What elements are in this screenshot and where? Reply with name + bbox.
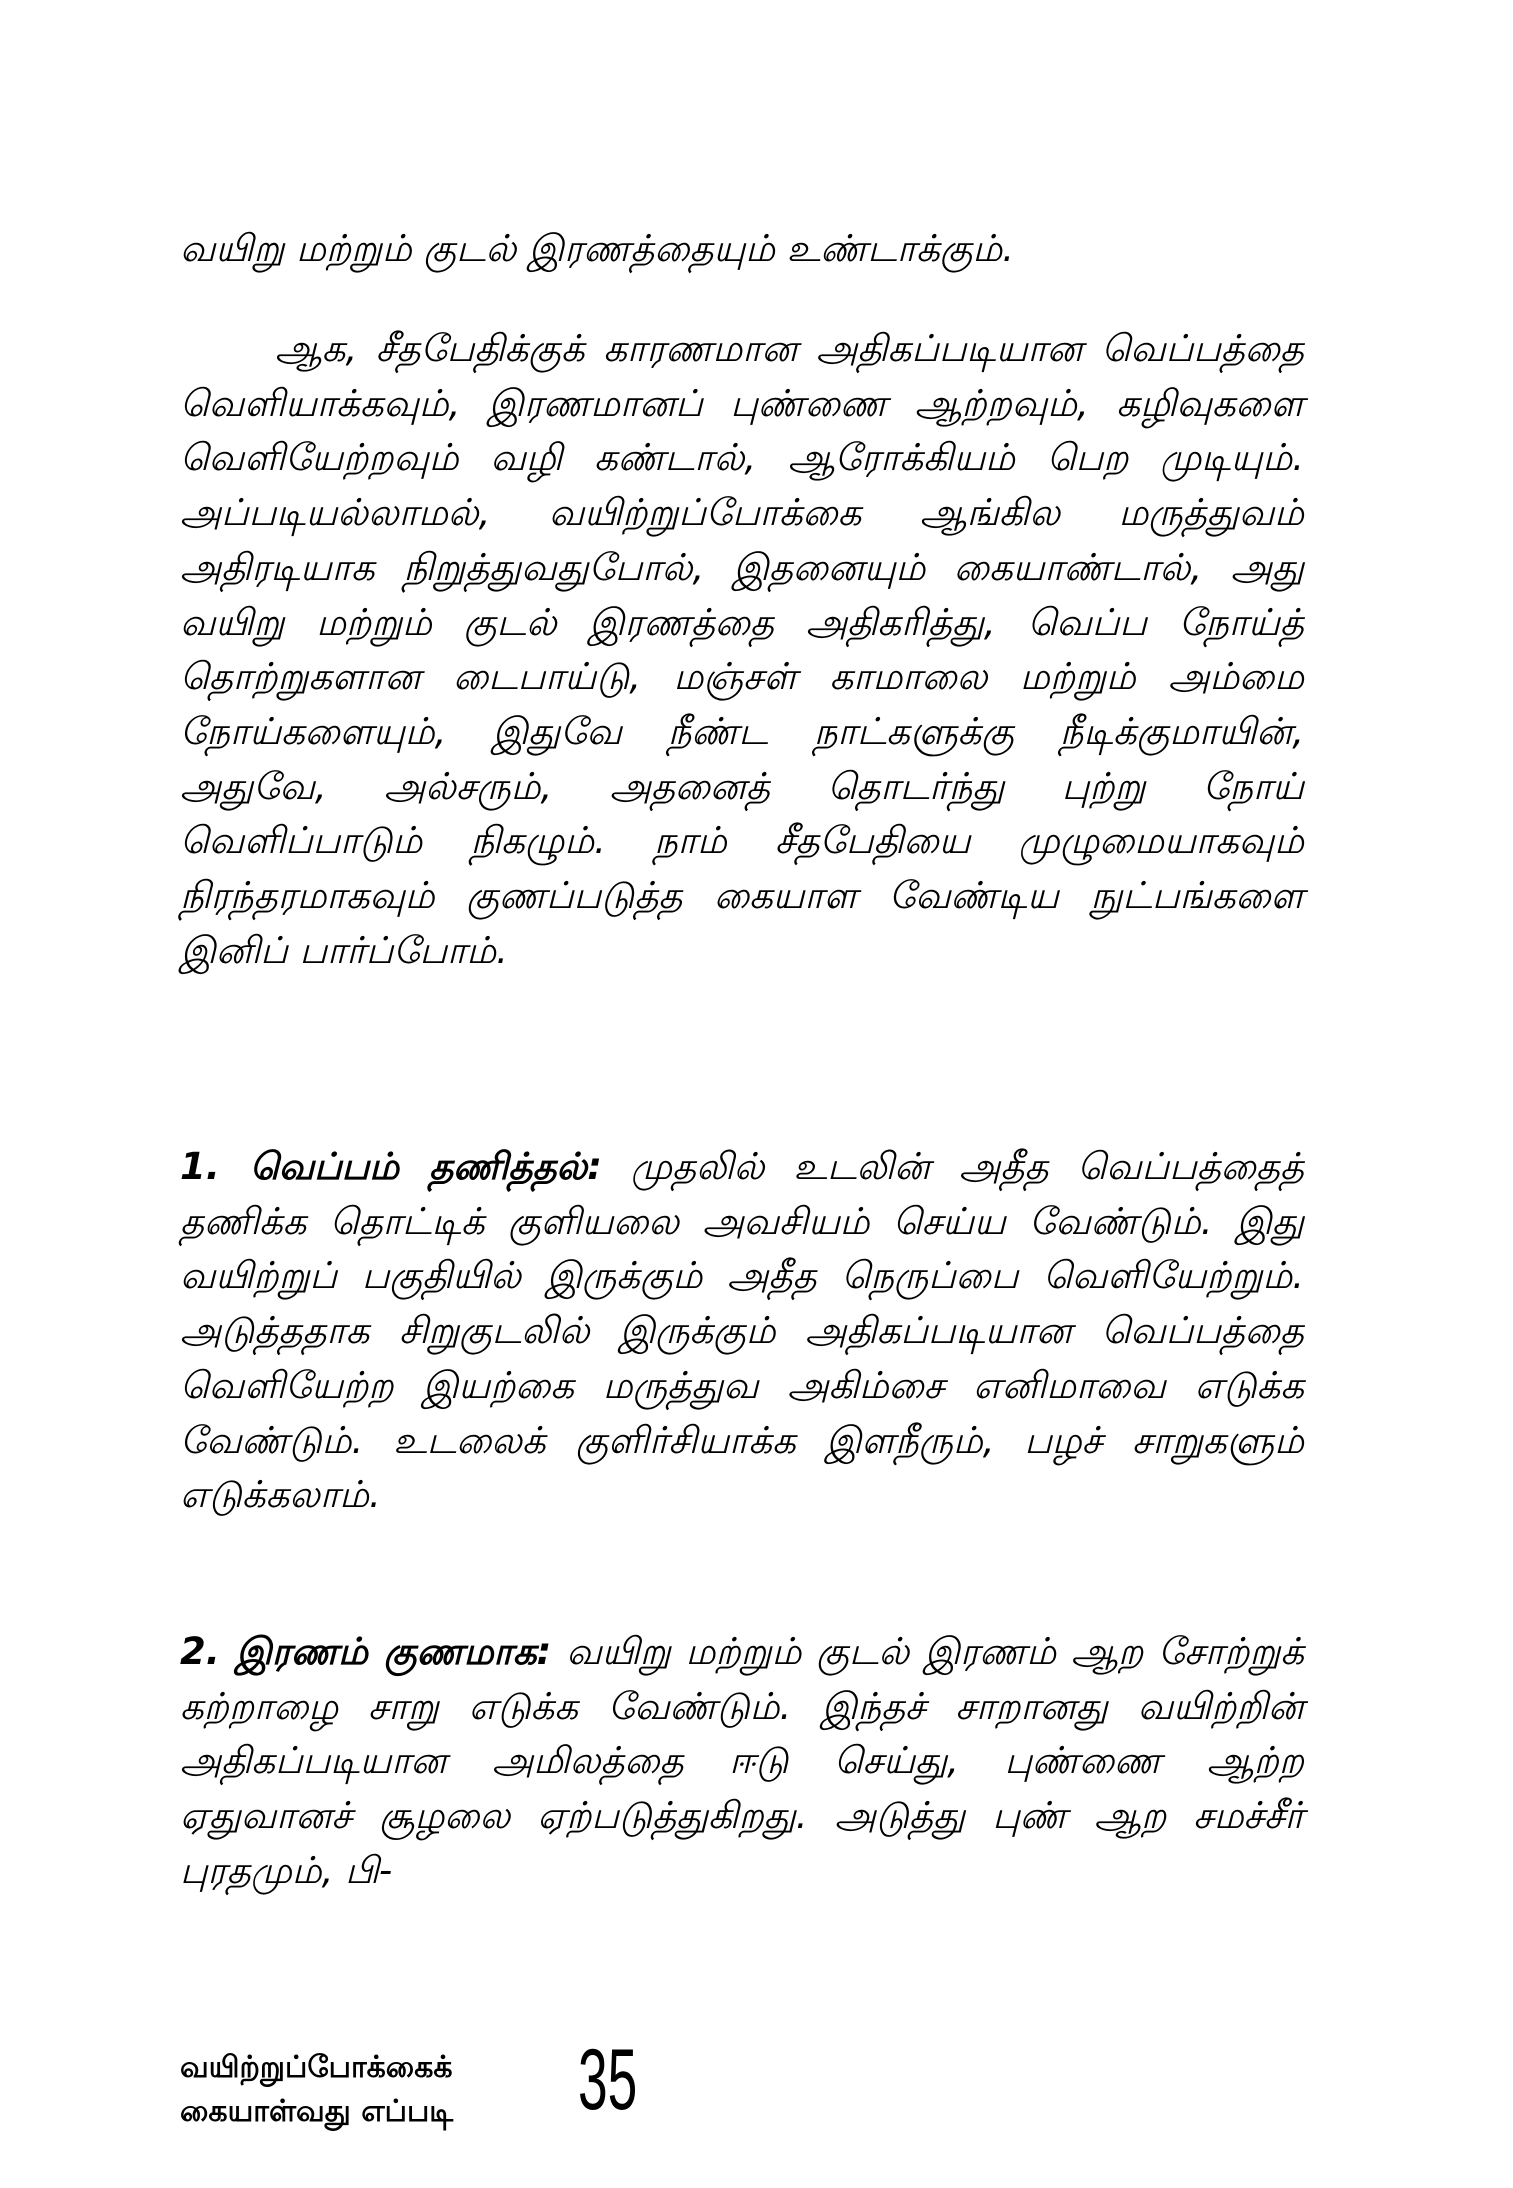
item-1-body: முதலில் உடலின் அதீத வெப்பத்தைத் தணிக்க தொட்டிக் குளியலை அவசியம் செய்ய வேண்டும். இது வயிற்றுப் பகுதியில் இருக்கும் அதீத நெருப்பை வெளியேற்றும். அடுத்ததாக சிறுகுடலில் இருக்கும் அதிகப்படியான வெப்பத்தை வெளியேற்ற இயற்கை மருத்துவ அகிம்சை எனிமாவை எடுக்க வேண்டும். உடலைக் குளிர்சியாக்க இளநீரும், பழச் சாறுகளும் எடுக்கலாம். [180, 1145, 1305, 1517]
footer-title-line-2: கையாள்வது எப்படி [180, 2094, 454, 2129]
running-footer-title [180, 2046, 453, 2134]
item-1-paragraph [180, 1140, 1304, 1523]
page-number: 35 [578, 2032, 638, 2128]
footer-title-line-1: வயிற்றுப்போக்கைக் [180, 2050, 453, 2085]
item-2-body: வயிறு மற்றும் குடல் இரணம் ஆற சோற்றுக் கற்றாழை சாறு எடுக்க வேண்டும். இந்தச் சாறானது வயிற்றின் அதிகப்படியான அமிலத்தை ஈடு செய்து, புண்ணை ஆற்ற ஏதுவானச் சூழலை ஏற்படுத்துகிறது. அடுத்து புண் ஆற சமச்சீர் புரதமும், பி- [180, 1630, 1305, 1892]
item-2-paragraph [180, 1625, 1304, 1899]
item-2-heading: 2. இரணம் குணமாக: [180, 1630, 552, 1673]
continuation-line: வயிறு மற்றும் குடல் இரணத்தையும் உண்டாக்கும். [180, 227, 1015, 270]
item-1-heading: 1. வெப்பம் தணித்தல்: [180, 1145, 602, 1188]
intro-paragraph: ஆக, சீதபேதிக்குக் காரணமான அதிகப்படியான வெப்பத்தை வெளியாக்கவும், இரணமானப் புண்ணை ஆற்றவும், கழிவுகளை வெளியேற்றவும் வழி கண்டால், ஆரோக்கியம் பெற முடியும். அப்படியல்லாமல், வயிற்றுப்போக்கை ஆங்கில மருத்துவம் அதிரடியாக நிறுத்துவதுபோல், இதனையும் கையாண்டால், அது வயிறு மற்றும் குடல் இரணத்தை அதிகரித்து, வெப்ப நோய்த் தொற்றுகளான டைபாய்டு, மஞ்சள் காமாலை மற்றும் அம்மை நோய்களையும், இதுவே நீண்ட நாட்களுக்கு நீடிக்குமாயின், அதுவே, அல்சரும், அதனைத் தொடர்ந்து புற்று நோய் வெளிப்பாடும் நிகழும். நாம் சீதபேதியை முழுமையாகவும் நிரந்தரமாகவும் குணப்படுத்த கையாள வேண்டிய நுட்பங்களை இனிப் பார்ப்போம். [180, 327, 1304, 972]
